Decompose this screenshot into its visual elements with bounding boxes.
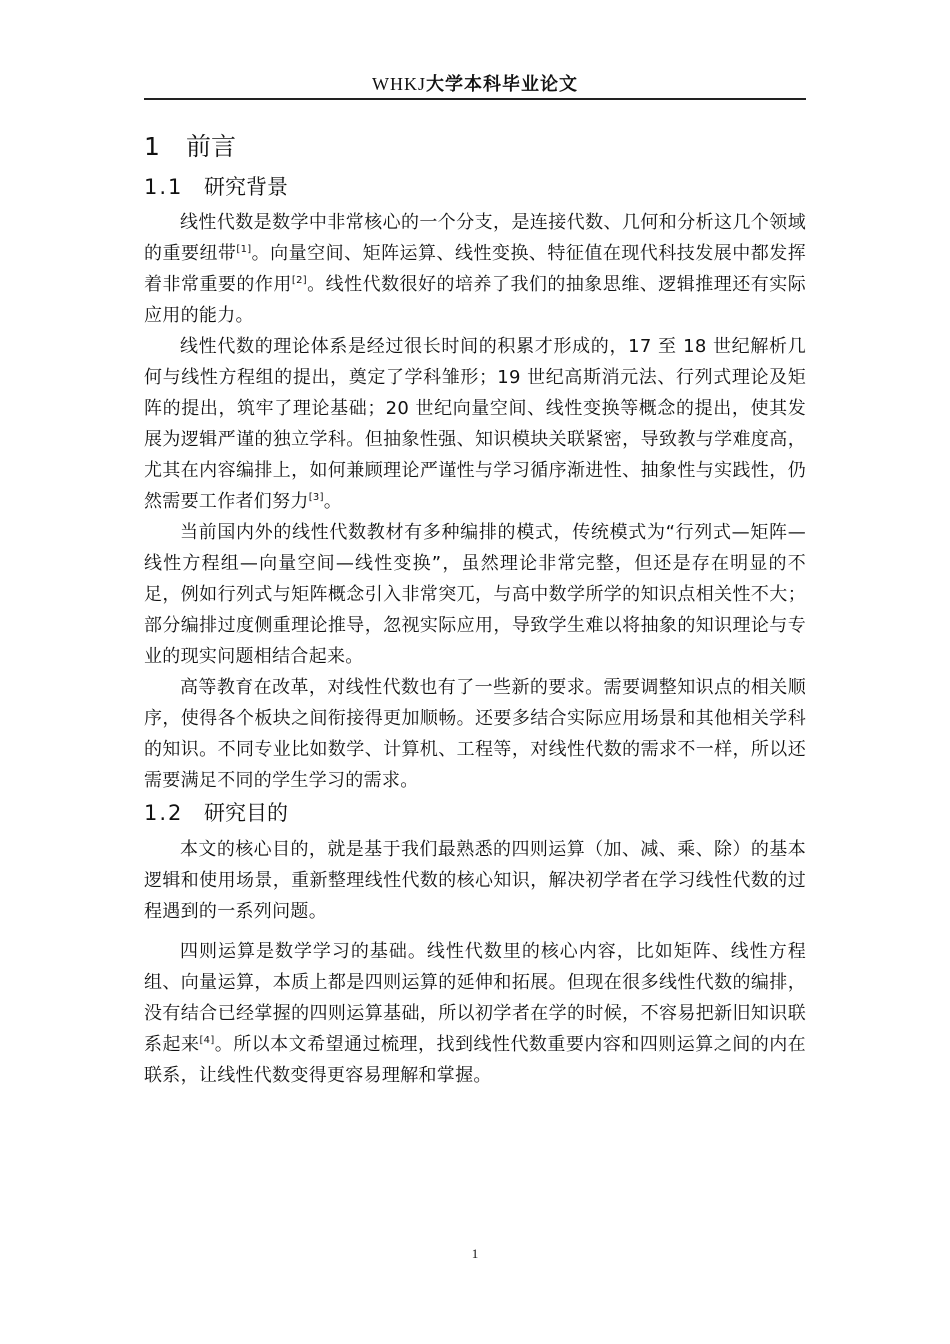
running-header	[144, 72, 806, 97]
paragraph	[144, 331, 806, 517]
section-body-background	[144, 207, 806, 796]
header-rule	[144, 98, 806, 100]
paragraph-text: 。线性代数很好的培养了我们的抽象思维、逻辑推理还有实际应用的能力。	[144, 274, 806, 326]
section-title: 研究背景	[204, 175, 288, 199]
header-title-latin: WHKJ	[372, 74, 426, 94]
page-number: 1	[471, 1246, 479, 1261]
paragraph	[144, 207, 806, 331]
section-heading-background	[144, 170, 806, 204]
citation-ref[interactable]: [2]	[291, 275, 307, 286]
section-title: 研究目的	[204, 801, 288, 825]
paragraph-text: 线性代数的理论体系是经过很长时间的积累才形成的，17 至 18 世纪解析几何与线性方程组的提出，奠定了学科雏形；19 世纪高斯消元法、行列式理论及矩阵的提出，筑牢了理论基础；20 世纪向量空间、线性变换等概念的提出，使其发展为逻辑严谨的独立学科。但抽象性强、知识模块关联紧密，导致教与学难度高，尤其在内容编排上，如何兼顾理论严谨性与学习循序渐进性、抽象性与实践性，仍然需要工作者们努力	[144, 336, 806, 512]
paragraph	[144, 936, 806, 1091]
chapter-number: 1	[144, 132, 160, 161]
paragraph-text: 四则运算是数学学习的基础。线性代数里的核心内容，比如矩阵、线性方程组、向量运算，本质上都是四则运算的延伸和拓展。但现在很多线性代数的编排，没有结合已经掌握的四则运算基础，所以初学者在学的时候，不容易把新旧知识联系起来	[144, 941, 806, 1055]
paragraph	[144, 834, 806, 927]
paragraph-text: 线性代数是数学中非常核心的一个分支，是连接代数、几何和分析这几个领域的重要纽带	[144, 212, 806, 264]
paragraph-text: 本文的核心目的，就是基于我们最熟悉的四则运算（加、减、乘、除）的基本逻辑和使用场景，重新整理线性代数的核心知识，解决初学者在学习线性代数的过程遇到的一系列问题。	[144, 839, 806, 922]
paragraph-text: 。所以本文希望通过梳理，找到线性代数重要内容和四则运算之间的内在联系，让线性代数变得更容易理解和掌握。	[144, 1034, 806, 1086]
citation-ref[interactable]: [3]	[308, 492, 324, 503]
section-body-purpose	[144, 834, 806, 1091]
header-title-cjk: 大学本科毕业论文	[426, 74, 578, 95]
paragraph-text: 。向量空间、矩阵运算、线性变换、特征值在现代科技发展中都发挥着非常重要的作用	[144, 243, 807, 295]
citation-ref[interactable]: [1]	[236, 244, 252, 255]
paragraph-text: 。	[323, 491, 343, 512]
paragraph-spacer	[144, 927, 806, 936]
paragraph-text: 高等教育在改革，对线性代数也有了一些新的要求。需要调整知识点的相关顺序，使得各个板块之间衔接得更加顺畅。还要多结合实际应用场景和其他相关学科的知识。不同专业比如数学、计算机、工程等，对线性代数的需求不一样，所以还需要满足不同的学生学习的需求。	[144, 677, 806, 791]
paragraph	[144, 517, 806, 672]
paragraph-text: 当前国内外的线性代数教材有多种编排的模式，传统模式为“行列式—矩阵—线性方程组—向量空间—线性变换”，虽然理论非常完整，但还是存在明显的不足，例如行列式与矩阵概念引入非常突兀，与高中数学所学的知识点相关性不大；部分编排过度侧重理论推导，忽视实际应用，导致学生难以将抽象的知识理论与专业的现实问题相结合起来。	[144, 522, 806, 667]
section-number: 1.1	[144, 175, 184, 199]
page-body	[144, 124, 806, 1091]
section-heading-purpose	[144, 796, 806, 830]
citation-ref[interactable]: [4]	[199, 1035, 215, 1046]
paragraph	[144, 672, 806, 796]
section-number: 1.2	[144, 801, 184, 825]
chapter-title: 前言	[186, 132, 237, 161]
chapter-heading	[144, 124, 806, 170]
